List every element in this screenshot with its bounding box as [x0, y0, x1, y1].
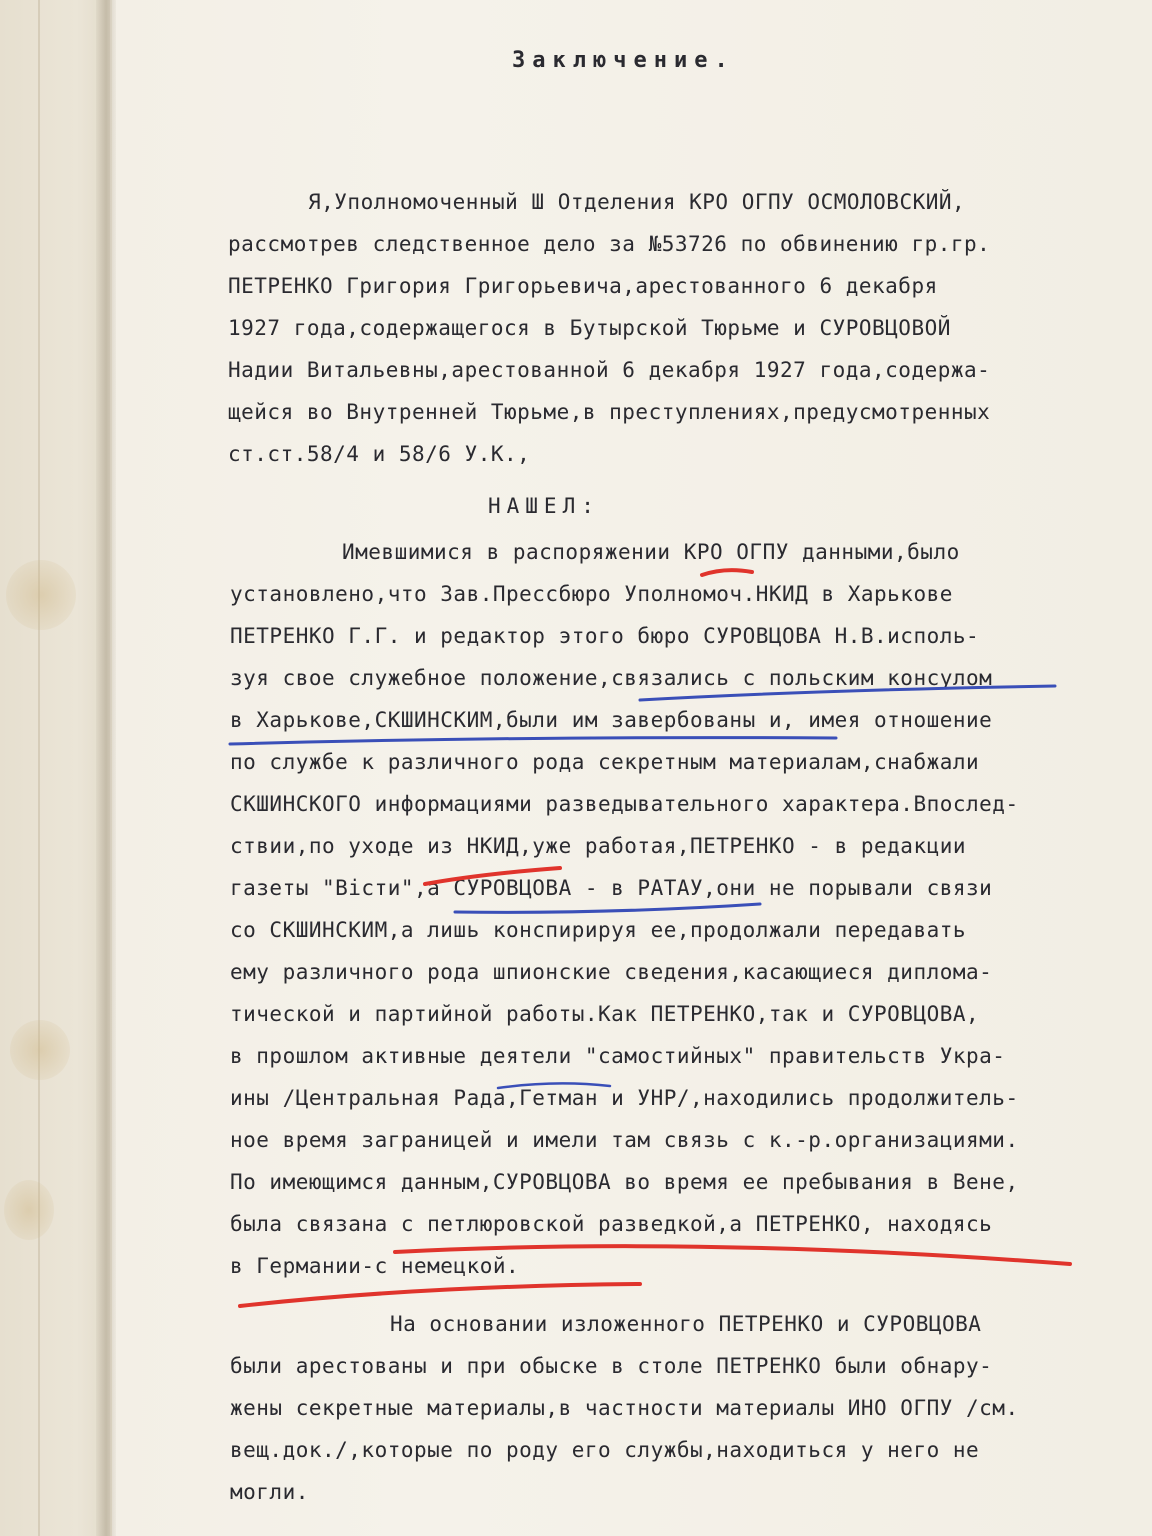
paper-stain	[4, 1180, 54, 1240]
heading-found: НАШЕЛ:	[488, 494, 600, 518]
intro-line: Я,Уполномоченный Ш Отделения КРО ОГПУ ОСМОЛОВСКИЙ,	[308, 190, 966, 214]
body-line: была связана с петлюровской разведкой,а ПЕТРЕНКО, находясь	[230, 1212, 993, 1236]
intro-line: ст.ст.58/4 и 58/6 У.К.,	[228, 442, 531, 466]
body-line: жены секретные материалы,в частности материалы ИНО ОГПУ /см.	[230, 1396, 1019, 1420]
body-line: были арестованы и при обыске в столе ПЕТРЕНКО были обнару-	[230, 1354, 993, 1378]
body-line: установлено,что Зав.Прессбюро Уполномоч.НКИД в Харькове	[230, 582, 953, 606]
paper-stain	[6, 560, 76, 630]
body-line: Имевшимися в распоряжении КРО ОГПУ данными,было	[342, 540, 960, 564]
document-title: Заключение.	[512, 48, 735, 73]
body-line: газеты "Вісти",а СУРОВЦОВА - в РАТАУ,они не порывали связи	[230, 876, 993, 900]
paper-stain	[10, 1020, 70, 1080]
body-line: в прошлом активные деятели "самостийных" правительств Укра-	[230, 1044, 1006, 1068]
body-line: СКШИНСКОГО информациями разведывательного характера.Впослед-	[230, 792, 1019, 816]
intro-line: щейся во Внутренней Тюрьме,в преступлениях,предусмотренных	[228, 400, 991, 424]
typed-sheet	[112, 0, 1152, 1536]
underlying-page-edge	[38, 0, 40, 1536]
binding-shadow	[96, 0, 116, 1536]
body-line: зуя свое служебное положение,связались с польским консулом	[230, 666, 993, 690]
body-line: в Харькове,СКШИНСКИМ,были им завербованы и, имея отношение	[230, 708, 993, 732]
body-line: со СКШИНСКИМ,а лишь конспирируя ее,продолжали передавать	[230, 918, 967, 942]
intro-line: рассмотрев следственное дело за №53726 по обвинению гр.гр.	[228, 232, 991, 256]
body-line: ствии,по уходе из НКИД,уже работая,ПЕТРЕНКО - в редакции	[230, 834, 967, 858]
body-line: могли.	[230, 1480, 309, 1504]
body-line: в Германии-с немецкой.	[230, 1254, 520, 1278]
body-line: тической и партийной работы.Как ПЕТРЕНКО,так и СУРОВЦОВА,	[230, 1002, 980, 1026]
intro-line: Надии Витальевны,арестованной 6 декабря 1927 года,содержа-	[228, 358, 991, 382]
body-line: вещ.док./,которые по роду его службы,находиться у него не	[230, 1438, 980, 1462]
body-line: По имеющимся данным,СУРОВЦОВА во время ее пребывания в Вене,	[230, 1170, 1019, 1194]
body-line: по службе к различного рода секретным материалам,снабжали	[230, 750, 980, 774]
intro-line: 1927 года,содержащегося в Бутырской Тюрьме и СУРОВЦОВОЙ	[228, 316, 951, 340]
typed-text	[112, 0, 1152, 1536]
underlying-page	[0, 0, 110, 1536]
body-line: ины /Центральная Рада,Гетман и УНР/,находились продолжитель-	[230, 1086, 1019, 1110]
body-line: ПЕТРЕНКО Г.Г. и редактор этого бюро СУРОВЦОВА Н.В.исполь-	[230, 624, 980, 648]
body-line: ему различного рода шпионские сведения,касающиеся диплома-	[230, 960, 993, 984]
body-line: ное время заграницей и имели там связь с к.-р.организациями.	[230, 1128, 1019, 1152]
intro-line: ПЕТРЕНКО Григория Григорьевича,арестованного 6 декабря	[228, 274, 938, 298]
body-line: На основании изложенного ПЕТРЕНКО и СУРОВЦОВА	[390, 1312, 982, 1336]
